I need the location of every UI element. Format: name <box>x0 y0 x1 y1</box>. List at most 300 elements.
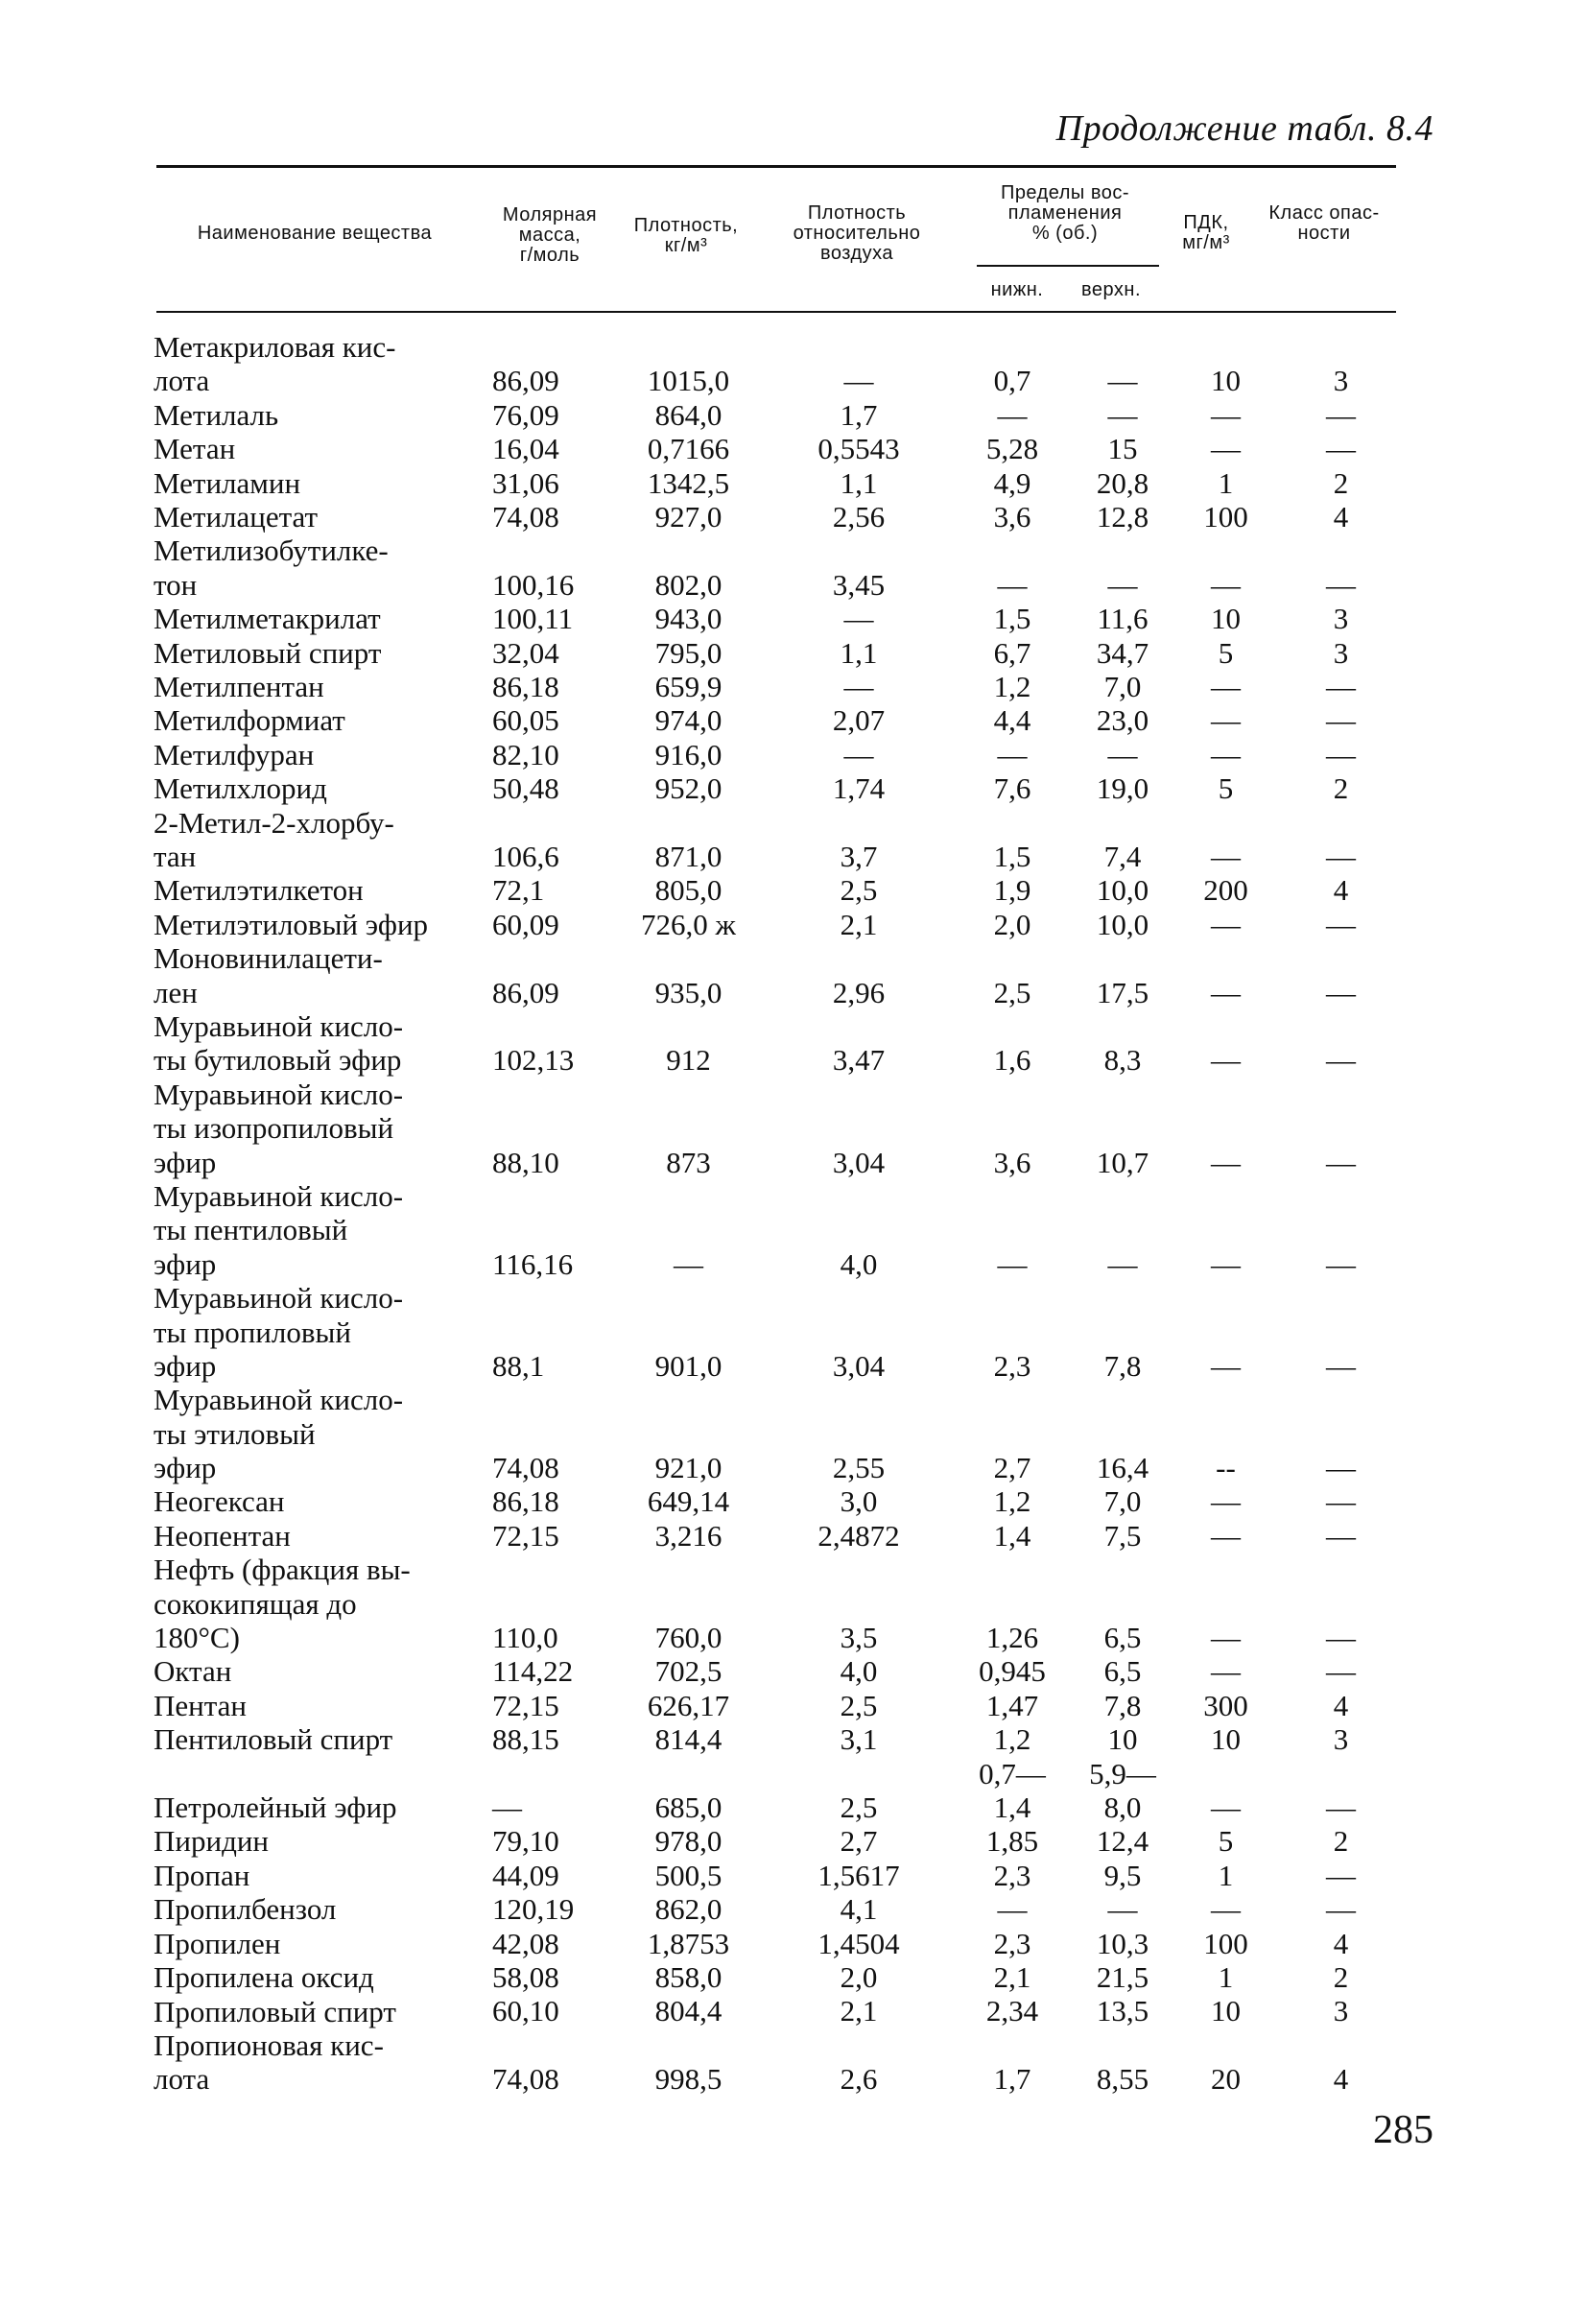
substance-name <box>154 941 485 1009</box>
pdk-cell: — <box>1211 1348 1241 1383</box>
lower-limit-cell: 2,0 <box>993 907 1031 941</box>
upper-limit-cell: 12,8 <box>1096 500 1149 534</box>
upper-limit-cell: 7,0 <box>1103 1484 1142 1519</box>
substance-name-line: Нефть (фракция вы- <box>154 1553 411 1587</box>
relative-density-cell: — <box>843 364 874 398</box>
table-row <box>154 1689 1401 1722</box>
molar-mass-cell: 60,10 <box>492 1994 559 2028</box>
header-bottom-rule <box>156 311 1396 313</box>
table-row <box>154 1078 1401 1179</box>
substance-name <box>154 1009 485 1078</box>
table-row <box>154 703 1401 737</box>
density-cell: 814,4 <box>654 1722 722 1757</box>
density-cell: 862,0 <box>654 1892 722 1927</box>
lower-limit-cell: 2,7 <box>993 1451 1031 1485</box>
relative-density-cell: 3,04 <box>832 1145 886 1179</box>
substance-name-line: сококипящая до <box>154 1586 357 1621</box>
upper-limit-cell: 10,3 <box>1096 1926 1149 1960</box>
hazard-class-cell: 2 <box>1333 771 1349 806</box>
pdk-cell: — <box>1211 907 1241 941</box>
density-cell: 871,0 <box>654 840 722 873</box>
pdk-cell: 200 <box>1203 873 1248 908</box>
lower-limit-cell: — <box>997 397 1028 432</box>
substance-name-line: Метилпентан <box>154 670 324 704</box>
page-number: 285 <box>1373 2108 1433 2152</box>
hazard-class-cell: — <box>1326 703 1356 738</box>
hazard-class-cell: — <box>1326 907 1356 941</box>
lower-limit-cell: — <box>997 567 1028 602</box>
table-row <box>154 534 1401 602</box>
substance-name-line: эфир <box>154 1348 217 1383</box>
relative-density-cell: 2,1 <box>840 907 878 941</box>
lower-limit-cell: 1,85 <box>985 1824 1039 1859</box>
header-line: Плотность, <box>633 215 739 236</box>
hazard-class-cell: 4 <box>1333 873 1349 908</box>
substance-name <box>154 1994 485 2028</box>
molar-mass-cell: 74,08 <box>492 500 559 534</box>
header-line: мг/м³ <box>1182 232 1230 253</box>
substance-name-line: Метилхлорид <box>154 771 327 806</box>
lower-limit-cell: 2,5 <box>993 975 1031 1009</box>
substance-name <box>154 1519 485 1553</box>
substance-name-line: Пентан <box>154 1688 248 1722</box>
molar-mass-cell: 102,13 <box>492 1043 575 1078</box>
substance-name <box>154 1383 485 1484</box>
relative-density-cell: 2,07 <box>832 703 886 738</box>
upper-limit-cell: 7,0 <box>1103 670 1142 703</box>
upper-limit-cell: 9,5 <box>1103 1858 1142 1892</box>
table-row <box>154 330 1401 398</box>
density-cell: 626,17 <box>647 1688 730 1722</box>
pdk-cell: 5 <box>1218 1824 1234 1859</box>
substance-name-line: Муравьиной кисло- <box>154 1281 404 1316</box>
molar-mass-cell: 100,11 <box>492 602 574 636</box>
substance-name-line: Метиламин <box>154 465 301 500</box>
hazard-class-cell: — <box>1326 1518 1356 1553</box>
substance-name-line: Петролейный эфир <box>154 1790 397 1825</box>
pdk-cell: — <box>1211 1892 1241 1927</box>
substance-name-line: 2-Метил-2-хлорбу- <box>154 805 394 840</box>
relative-density-cell: 3,0 <box>840 1484 878 1519</box>
lower-limit-cell: 2,34 <box>985 1994 1039 2028</box>
substance-name-line: Пиридин <box>154 1824 270 1859</box>
lower-limit-cell: 2,3 <box>993 1348 1031 1383</box>
upper-limit-cell: 8,3 <box>1103 1043 1142 1078</box>
lower-limit-cell: 2,3 <box>993 1926 1031 1960</box>
table-row <box>154 2028 1401 2097</box>
upper-limit-cell: — <box>1107 1246 1138 1281</box>
table-row <box>154 1960 1401 1994</box>
upper-limit-cell: 7,8 <box>1103 1348 1142 1383</box>
hazard-class-cell: — <box>1326 567 1356 602</box>
header-line: Плотность <box>807 202 907 224</box>
hazard-class-cell: 3 <box>1333 602 1349 636</box>
density-cell: 974,0 <box>654 703 722 738</box>
lower-limit-cell <box>950 1757 1075 1825</box>
table-row <box>154 873 1401 907</box>
pdk-cell: — <box>1211 1790 1241 1825</box>
table-row <box>154 1824 1401 1858</box>
table-row <box>154 1722 1401 1756</box>
substance-name-line: Неогексан <box>154 1484 285 1519</box>
upper-limit-cell-line: 8,0 <box>1103 1790 1142 1825</box>
table-row <box>154 1009 1401 1078</box>
substance-name <box>154 636 485 670</box>
molar-mass-cell: 114,22 <box>492 1654 574 1689</box>
substance-name <box>154 1722 485 1756</box>
lower-limit-cell: 6,7 <box>993 635 1031 670</box>
table-row <box>154 941 1401 1009</box>
upper-limit-cell: 10,0 <box>1096 873 1149 908</box>
pdk-cell: 5 <box>1218 771 1234 806</box>
substance-name <box>154 1654 485 1688</box>
hazard-class-cell: — <box>1326 1892 1356 1927</box>
substance-name-line: Пропиловый спирт <box>154 1994 396 2028</box>
molar-mass-cell: 72,1 <box>492 873 545 908</box>
relative-density-cell: 4,1 <box>840 1892 878 1927</box>
lower-limit-cell: 7,6 <box>993 771 1031 806</box>
header-upper: верхн. <box>1080 279 1142 300</box>
substance-name-line: ты пропиловый <box>154 1315 351 1349</box>
substance-name-line: эфир <box>154 1246 217 1281</box>
hazard-class-cell: — <box>1326 975 1356 1009</box>
table-row <box>154 398 1401 432</box>
header-line: % (об.) <box>1031 223 1099 244</box>
substance-name-line: Метиловый спирт <box>154 635 382 670</box>
substance-name <box>154 1824 485 1858</box>
substance-name <box>154 1689 485 1722</box>
table-row <box>154 466 1401 500</box>
lower-limit-cell: 1,4 <box>993 1518 1031 1553</box>
density-cell: 916,0 <box>654 737 722 771</box>
header-line: относительно <box>793 223 921 244</box>
table-body <box>154 330 1401 2097</box>
relative-density-cell: 2,56 <box>832 500 886 534</box>
density-cell: 864,0 <box>654 397 722 432</box>
molar-mass-cell: 82,10 <box>492 737 559 771</box>
upper-limit-cell: 7,4 <box>1103 840 1142 873</box>
substance-name <box>154 500 485 534</box>
molar-mass-cell: 32,04 <box>492 635 559 670</box>
lower-limit-cell: 5,28 <box>985 432 1039 466</box>
relative-density-cell: 2,96 <box>832 975 886 1009</box>
substance-name <box>154 703 485 737</box>
table-row <box>154 1859 1401 1892</box>
table-row <box>154 602 1401 635</box>
pdk-cell: — <box>1211 703 1241 738</box>
substance-name <box>154 1078 485 1179</box>
pdk-cell: 300 <box>1203 1688 1248 1722</box>
molar-mass-cell: 31,06 <box>492 465 559 500</box>
header-subrule <box>977 265 1159 267</box>
pdk-cell: 20 <box>1211 2062 1241 2097</box>
lower-limit-cell: 1,47 <box>985 1688 1039 1722</box>
pdk-cell: — <box>1211 1654 1241 1689</box>
table-row <box>154 908 1401 941</box>
upper-limit-cell: — <box>1107 397 1138 432</box>
molar-mass-cell: — <box>492 1790 522 1825</box>
hazard-class-cell: 3 <box>1333 1994 1349 2028</box>
substance-name-line: Метакриловая кис- <box>154 330 396 364</box>
substance-name <box>154 1484 485 1518</box>
hazard-class-cell: 4 <box>1333 1688 1349 1722</box>
header-line: Молярная <box>502 204 598 225</box>
substance-name <box>154 2028 485 2097</box>
substance-name <box>154 908 485 941</box>
table-row <box>154 636 1401 670</box>
upper-limit-cell: 34,7 <box>1096 635 1149 670</box>
upper-limit-cell <box>1075 1757 1171 1825</box>
upper-limit-cell: 21,5 <box>1096 1960 1149 1995</box>
relative-density-cell: 2,6 <box>840 2062 878 2097</box>
lower-limit-cell-line: 1,4 <box>993 1790 1031 1825</box>
molar-mass-cell: 79,10 <box>492 1824 559 1859</box>
upper-limit-cell: 19,0 <box>1096 771 1149 806</box>
relative-density-cell: 3,45 <box>832 567 886 602</box>
upper-limit-cell: 23,0 <box>1096 703 1149 738</box>
relative-density-cell: 1,4504 <box>817 1926 900 1960</box>
substance-name <box>154 1859 485 1892</box>
substance-name <box>154 1281 485 1383</box>
substance-name-line: Метилацетат <box>154 500 319 534</box>
lower-limit-cell: 1,2 <box>993 670 1031 703</box>
density-cell: 649,14 <box>647 1484 730 1519</box>
density-cell: 901,0 <box>654 1348 722 1383</box>
density-cell: 726,0 ж <box>641 907 736 941</box>
relative-density-cell: 1,1 <box>840 635 878 670</box>
substance-name-line: лен <box>154 975 198 1009</box>
upper-limit-cell: 8,55 <box>1096 2062 1149 2097</box>
molar-mass-cell: 60,05 <box>492 703 559 738</box>
molar-mass-cell: 116,16 <box>492 1246 574 1281</box>
substance-name <box>154 398 485 432</box>
substance-name-line: тан <box>154 840 197 874</box>
density-cell: 795,0 <box>654 635 722 670</box>
pdk-cell: — <box>1211 432 1241 466</box>
density-cell: — <box>674 1246 703 1281</box>
table-row <box>154 432 1401 465</box>
lower-limit-cell: 1,2 <box>993 1484 1031 1519</box>
substance-name <box>154 330 485 398</box>
density-cell: 802,0 <box>654 567 722 602</box>
density-cell: 943,0 <box>654 602 722 636</box>
upper-limit-cell: — <box>1107 737 1138 771</box>
table-row <box>154 1927 1401 1960</box>
pdk-cell: 1 <box>1218 465 1234 500</box>
lower-limit-cell: 1,6 <box>993 1043 1031 1078</box>
pdk-cell: — <box>1211 840 1241 873</box>
molar-mass-cell: 74,08 <box>492 2062 559 2097</box>
lower-limit-cell: 1,26 <box>985 1621 1039 1655</box>
hazard-class-cell: — <box>1326 1145 1356 1179</box>
density-cell: 804,4 <box>654 1994 722 2028</box>
density-cell: 0,7166 <box>647 432 730 466</box>
substances-table <box>154 330 1401 2097</box>
upper-limit-cell: 13,5 <box>1096 1994 1149 2028</box>
header-name-text: Наименование вещества <box>197 223 433 244</box>
substance-name-line: Метилизобутилке- <box>154 534 389 568</box>
density-cell: 873 <box>666 1145 711 1179</box>
header-line: Класс опас- <box>1268 202 1380 224</box>
substance-name <box>154 466 485 500</box>
relative-density-cell: 1,74 <box>832 771 886 806</box>
substance-name-line: Метилэтиловый эфир <box>154 907 429 941</box>
density-cell: 702,5 <box>654 1654 722 1689</box>
table-row <box>154 1519 1401 1553</box>
upper-limit-cell: 15 <box>1107 432 1138 466</box>
density-cell: 935,0 <box>654 975 722 1009</box>
molar-mass-cell: 76,09 <box>492 397 559 432</box>
upper-limit-cell: 7,8 <box>1103 1688 1142 1722</box>
pdk-cell: — <box>1211 1518 1241 1553</box>
header-pdk <box>1163 213 1249 253</box>
substance-name-line: Неопентан <box>154 1518 291 1553</box>
relative-density-cell: 2,7 <box>840 1824 878 1859</box>
substance-name-line: ты изопропиловый <box>154 1111 394 1146</box>
header-name <box>156 224 473 244</box>
substance-name-line: эфир <box>154 1451 217 1485</box>
pdk-cell: 1 <box>1218 1960 1234 1995</box>
lower-limit-cell: 1,7 <box>993 2062 1031 2097</box>
relative-density-cell: 2,5 <box>840 1688 878 1722</box>
substance-name-line: Пропионовая кис- <box>154 2028 384 2062</box>
relative-density-cell: — <box>843 737 874 771</box>
pdk-cell: 10 <box>1211 1994 1241 2028</box>
molar-mass-cell: 42,08 <box>492 1926 559 1960</box>
table-row <box>154 1383 1401 1484</box>
relative-density-cell: 3,7 <box>840 840 878 873</box>
table-row <box>154 1757 1401 1825</box>
substance-name <box>154 738 485 771</box>
molar-mass-cell: 86,18 <box>492 1484 559 1519</box>
molar-mass-cell: 50,48 <box>492 771 559 806</box>
hazard-class-cell: — <box>1326 1621 1356 1655</box>
upper-limit-cell: 10,7 <box>1096 1145 1149 1179</box>
header-hazard-class <box>1252 203 1396 244</box>
relative-density-cell: 4,0 <box>840 1654 878 1689</box>
molar-mass-cell: 88,1 <box>492 1348 545 1383</box>
pdk-cell: — <box>1211 1246 1241 1281</box>
table-row <box>154 1281 1401 1383</box>
substance-name <box>154 1757 485 1825</box>
density-cell: 927,0 <box>654 500 722 534</box>
pdk-cell: — <box>1211 737 1241 771</box>
lower-limit-cell: 3,6 <box>993 500 1031 534</box>
molar-mass-cell: 86,18 <box>492 670 559 703</box>
molar-mass-cell: 100,16 <box>492 567 575 602</box>
substance-name-line: ты этиловый <box>154 1416 316 1451</box>
density-cell: 1015,0 <box>647 364 730 398</box>
substance-name <box>154 1960 485 1994</box>
hazard-class-cell: 2 <box>1333 465 1349 500</box>
relative-density-cell: 0,5543 <box>817 432 900 466</box>
upper-limit-cell: — <box>1107 567 1138 602</box>
molar-mass-cell: 106,6 <box>492 840 559 873</box>
hazard-class-cell: 4 <box>1333 500 1349 534</box>
table-row <box>154 1484 1401 1518</box>
density-cell: 921,0 <box>654 1451 722 1485</box>
pdk-cell: 100 <box>1203 500 1248 534</box>
upper-limit-cell-line: 5,9— <box>1089 1756 1156 1790</box>
header-line: г/моль <box>519 245 580 266</box>
upper-limit-cell: 12,4 <box>1096 1824 1149 1859</box>
lower-limit-cell: 0,945 <box>979 1654 1046 1689</box>
lower-limit-cell: — <box>997 1246 1028 1281</box>
relative-density-cell: 1,5617 <box>817 1858 900 1892</box>
substance-name-line: Муравьиной кисло- <box>154 1009 404 1043</box>
hazard-class-cell: 3 <box>1333 635 1349 670</box>
upper-limit-cell: 20,8 <box>1096 465 1149 500</box>
substance-name <box>154 1553 485 1654</box>
relative-density-cell: 1,1 <box>840 465 878 500</box>
density-cell: 3,216 <box>654 1518 722 1553</box>
header-limits <box>969 183 1161 244</box>
relative-density-cell: 4,0 <box>840 1246 878 1281</box>
relative-density-cell: 2,0 <box>840 1960 878 1995</box>
relative-density-cell: 2,5 <box>840 873 878 908</box>
pdk-cell: — <box>1211 670 1241 703</box>
molar-mass-cell: 72,15 <box>492 1688 559 1722</box>
substance-name <box>154 806 485 874</box>
upper-limit-cell: 17,5 <box>1096 975 1149 1009</box>
hazard-class-cell: — <box>1326 1348 1356 1383</box>
table-row <box>154 1994 1401 2028</box>
substance-name <box>154 670 485 703</box>
upper-limit-cell: 11,6 <box>1097 602 1149 636</box>
pdk-cell: 100 <box>1203 1926 1248 1960</box>
substance-name-line: Пропан <box>154 1858 250 1892</box>
upper-limit-cell: 10,0 <box>1096 907 1149 941</box>
hazard-class-cell: 2 <box>1333 1960 1349 1995</box>
header-density <box>614 216 758 256</box>
lower-limit-cell-line: 0,7— <box>979 1756 1046 1790</box>
density-cell: 805,0 <box>654 873 722 908</box>
substance-name-line: Моновинилацети- <box>154 941 383 976</box>
density-cell: 685,0 <box>654 1790 722 1825</box>
substance-name-line: лота <box>154 2062 210 2097</box>
molar-mass-cell: 44,09 <box>492 1858 559 1892</box>
substance-name-line: Метилметакрилат <box>154 602 381 636</box>
substance-name-line: лота <box>154 364 210 398</box>
hazard-class-cell: — <box>1326 670 1356 703</box>
hazard-class-cell: 2 <box>1333 1824 1349 1859</box>
substance-name-line: Метилформиат <box>154 703 345 738</box>
hazard-class-cell: — <box>1326 1246 1356 1281</box>
lower-limit-cell: 1,9 <box>993 873 1031 908</box>
molar-mass-cell: 88,10 <box>492 1145 559 1179</box>
header-line: кг/м³ <box>664 235 708 256</box>
substance-name-line: Муравьиной кисло- <box>154 1383 404 1417</box>
upper-limit-cell: 7,5 <box>1103 1518 1142 1553</box>
header-line: ПДК, <box>1183 212 1229 233</box>
substance-name <box>154 1892 485 1926</box>
density-cell: 1,8753 <box>647 1926 730 1960</box>
lower-limit-cell: 2,1 <box>993 1960 1031 1995</box>
table-row <box>154 1892 1401 1926</box>
table-row <box>154 1654 1401 1688</box>
table-row <box>154 806 1401 874</box>
substance-name-line: 180°С) <box>154 1621 240 1655</box>
upper-limit-cell: 6,5 <box>1103 1621 1142 1655</box>
molar-mass-cell: 74,08 <box>492 1451 559 1485</box>
molar-mass-cell: 86,09 <box>492 364 559 398</box>
hazard-class-cell: 3 <box>1333 1722 1349 1757</box>
substance-name <box>154 432 485 465</box>
substance-name-line: Октан <box>154 1654 232 1689</box>
table-caption: Продолжение табл. 8.4 <box>1055 108 1433 149</box>
hazard-class-cell: — <box>1326 737 1356 771</box>
density-cell: 912 <box>666 1043 711 1078</box>
